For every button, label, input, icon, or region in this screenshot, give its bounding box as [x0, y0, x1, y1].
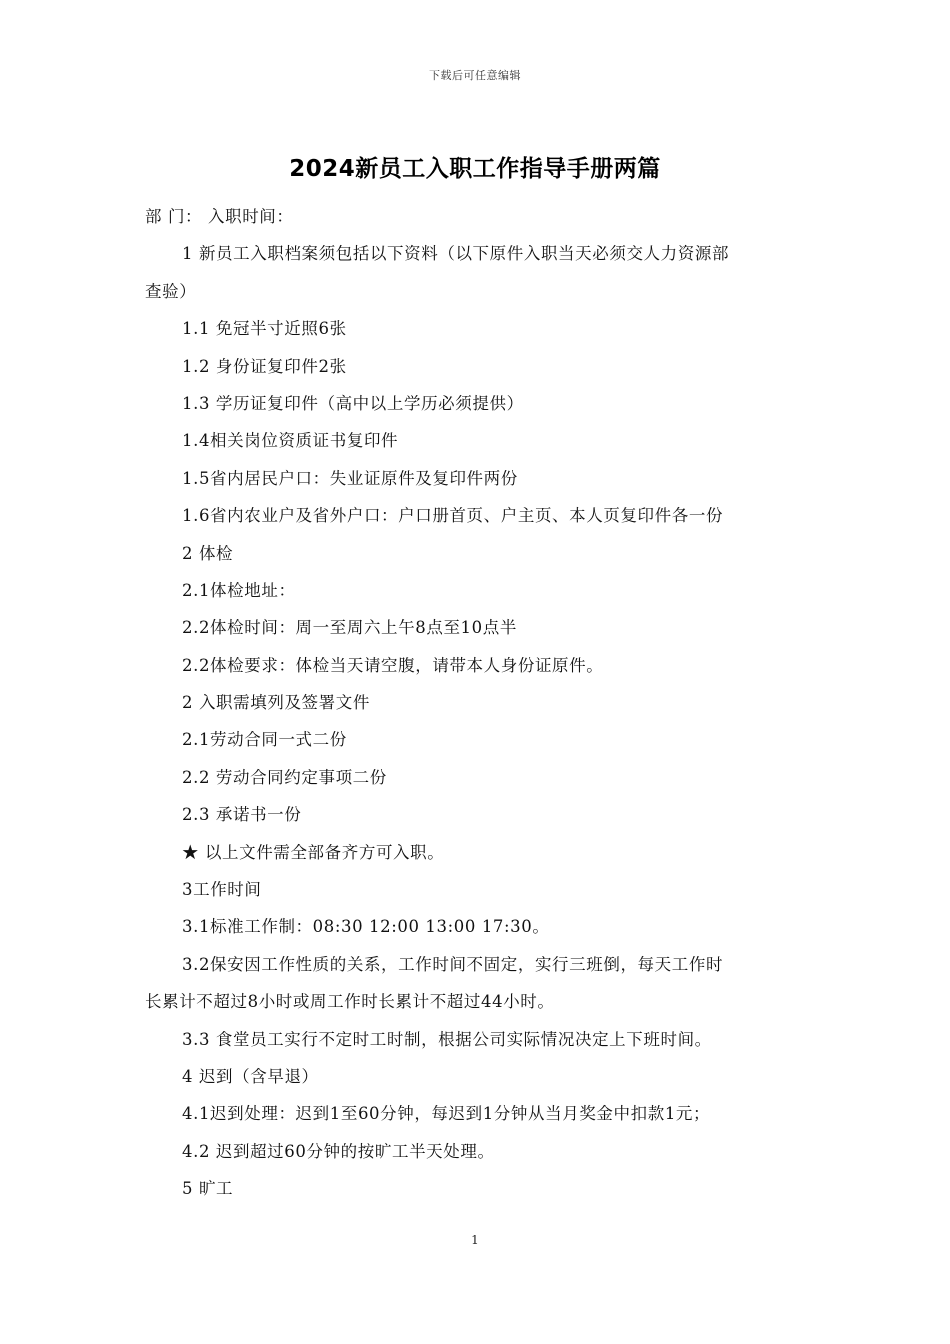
list-item: 2.3 承诺书一份: [182, 805, 302, 825]
header-note: 下载后可任意编辑: [429, 69, 521, 82]
list-item: 2.2体检要求：体检当天请空腹，请带本人身份证原件。: [182, 655, 604, 675]
list-item: 2.2体检时间：周一至周六上午8点至10点半: [182, 618, 517, 638]
paragraph-line: 长累计不超过8小时或周工作时长累计不超过44小时。: [145, 992, 555, 1012]
document-body: [145, 198, 810, 1208]
paragraph-line: 1 新员工入职档案须包括以下资料（以下原件入职当天必须交人力资源部: [182, 244, 730, 264]
list-item: 3.1标准工作制：08:30 12:00 13:00 17:30。: [182, 917, 550, 937]
list-item: 1.2 身份证复印件2张: [182, 356, 347, 376]
list-item: 1.5省内居民户口：失业证原件及复印件两份: [182, 468, 518, 488]
section-heading: 3工作时间: [182, 880, 262, 900]
document-title: 2024新员工入职工作指导手册两篇: [289, 156, 661, 182]
list-item: 4.2 迟到超过60分钟的按旷工半天处理。: [182, 1141, 495, 1161]
list-item: 1.1 免冠半寸近照6张: [182, 319, 347, 339]
section-heading: 2 体检: [182, 543, 234, 563]
page-number: 1: [471, 1233, 479, 1247]
section-heading: 4 迟到（含早退）: [182, 1066, 319, 1086]
list-item: 1.4相关岗位资质证书复印件: [182, 431, 399, 451]
section-heading: 2 入职需填列及签署文件: [182, 693, 370, 713]
list-item: 2.1体检地址：: [182, 580, 296, 600]
list-item: 2.2 劳动合同约定事项二份: [182, 767, 387, 787]
paragraph-line: 查验）: [145, 281, 197, 301]
list-item: 3.3 食堂员工实行不定时工时制，根据公司实际情况决定上下班时间。: [182, 1029, 712, 1049]
list-item: 2.1劳动合同一式二份: [182, 730, 347, 750]
paragraph-line: 3.2保安因工作性质的关系，工作时间不固定，实行三班倒，每天工作时: [182, 954, 724, 974]
list-item: 1.6省内农业户及省外户口：户口册首页、户主页、本人页复印件各一份: [182, 506, 724, 526]
list-item: 1.3 学历证复印件（高中以上学历必须提供）: [182, 393, 524, 413]
list-item: 4.1迟到处理：迟到1至60分钟，每迟到1分钟从当月奖金中扣款1元；: [182, 1104, 711, 1124]
star-note: ★ 以上文件需全部备齐方可入职。: [182, 842, 445, 862]
section-heading: 5 旷工: [182, 1179, 234, 1199]
meta-line: 部 门： 入职时间：: [145, 207, 294, 226]
